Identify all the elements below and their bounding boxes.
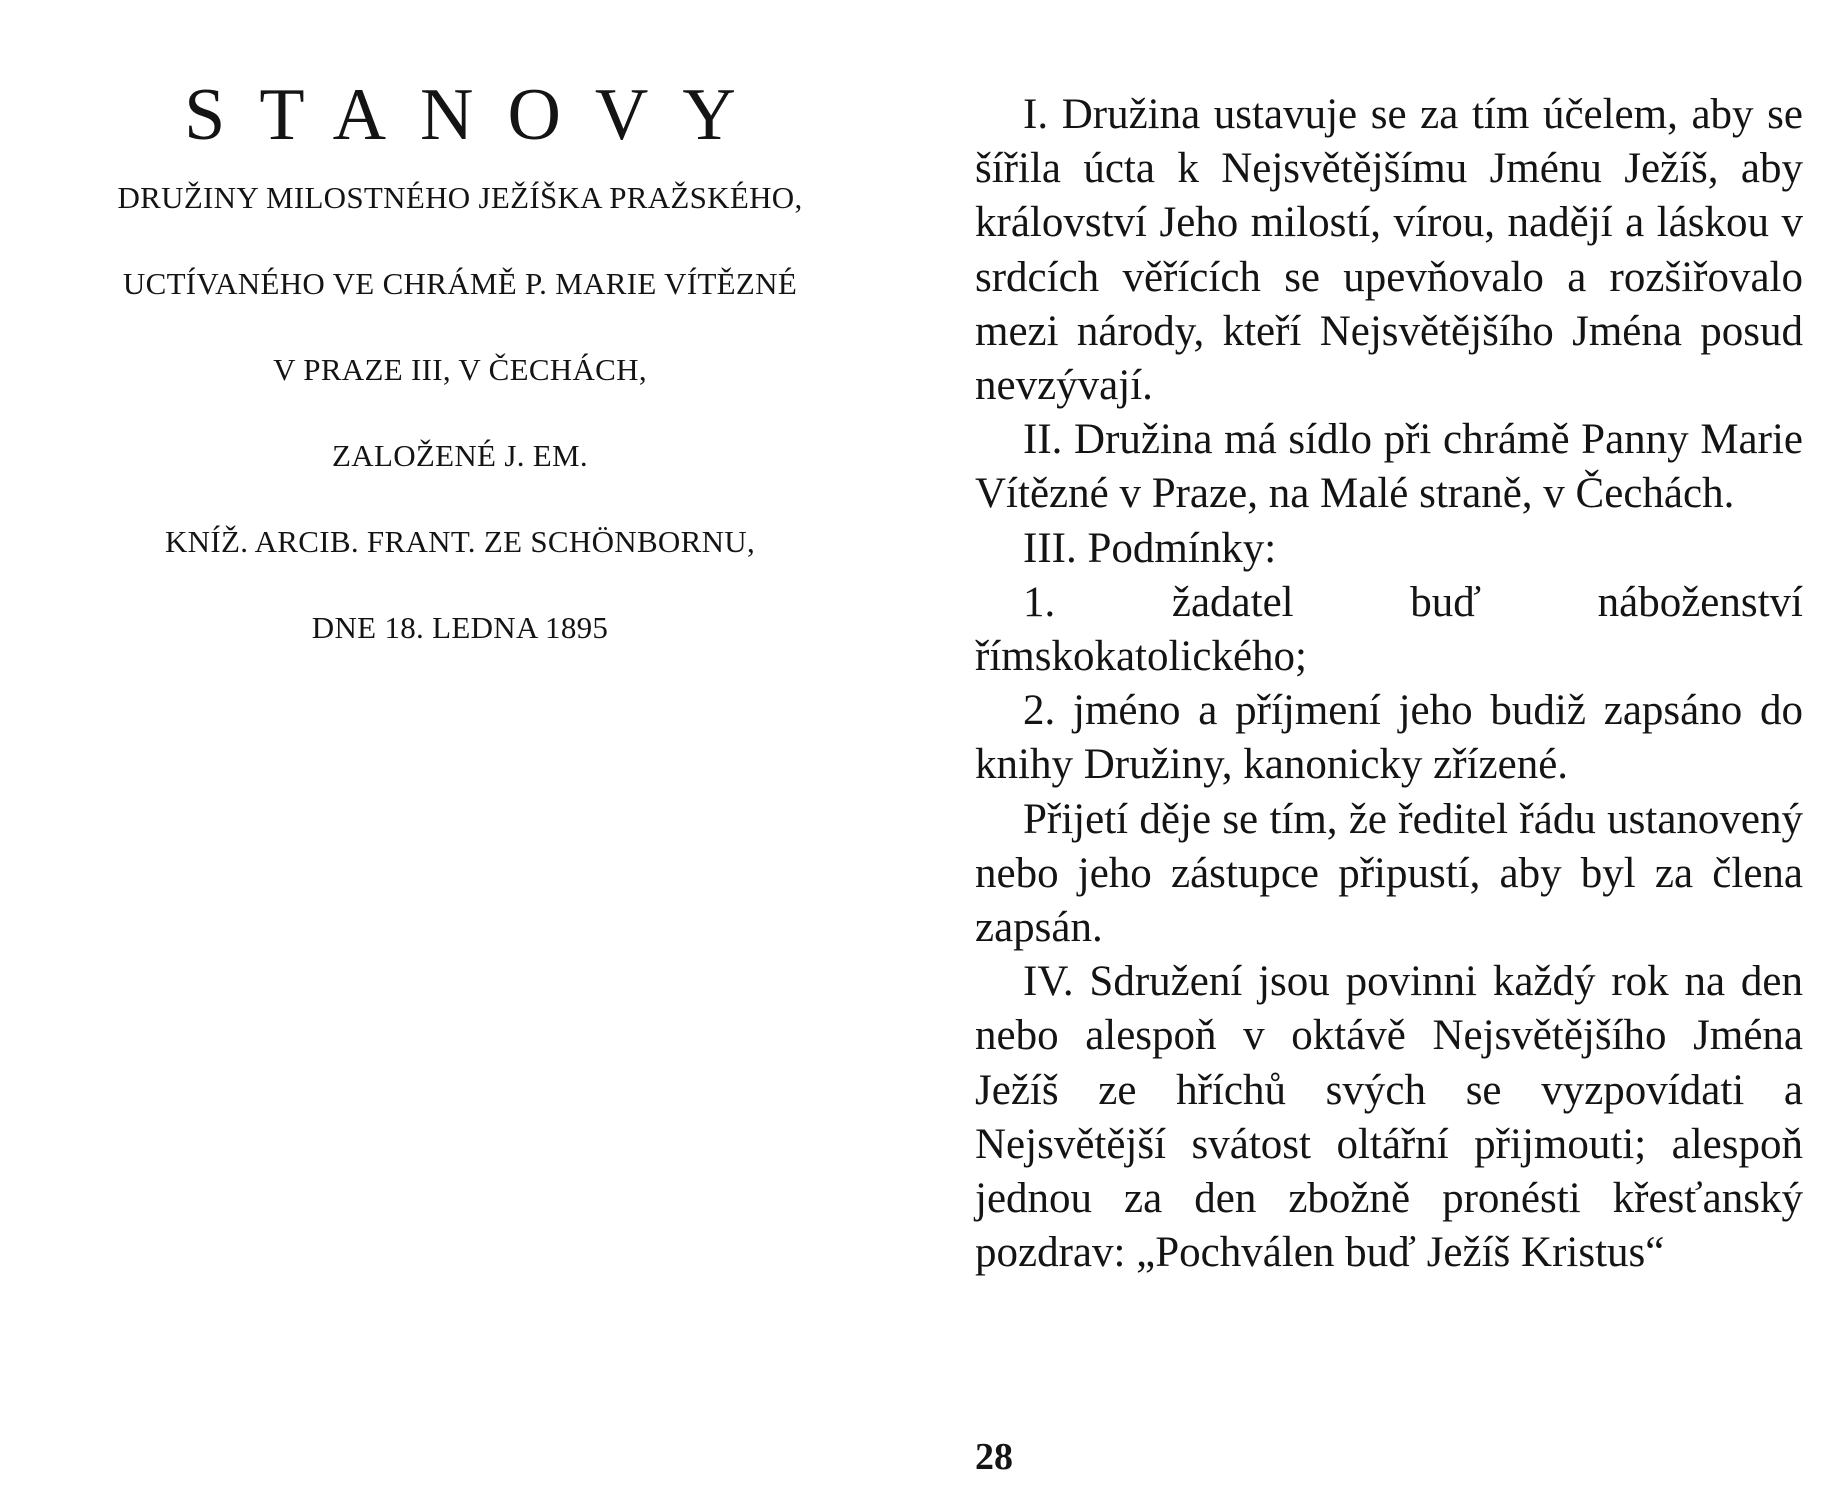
- paragraph-article-4: IV. Sdružení jsou povinni každý rok na den nebo alespoň v oktávě Nejsvětějšího Jména Ježíš ze hříchů svých se vyzpovídati a Nejsvětější svátost oltářní přijmouti; alespoň jednou za den zbožně pronésti křesťanský pozdrav: „Pochválen buď Ježíš Kristus“: [975, 958, 1803, 1277]
- paragraph-condition-1: 1. žadatel buď náboženství římskokatolického;: [975, 578, 1803, 681]
- title-subtitle: [40, 180, 880, 696]
- page-number: 28: [975, 1436, 1013, 1478]
- left-page-title-block: [40, 70, 880, 696]
- subtitle-line: UCTÍVANÉHO VE CHRÁMĚ P. MARIE VÍTĚZNÉ: [122, 266, 798, 301]
- subtitle-line: DRUŽINY MILOSTNÉHO JEŽÍŠKA PRAŽSKÉHO,: [117, 180, 803, 215]
- paragraph-article-2: II. Družina má sídlo při chrámě Panny Marie Vítězné v Praze, na Malé straně, v Čechách.: [975, 416, 1803, 518]
- subtitle-line: V PRAZE III, V ČECHÁCH,: [273, 352, 647, 387]
- document-title: STANOVY: [184, 74, 770, 156]
- paragraph-admission: Přijetí děje se tím, že ředitel řádu ustanovený nebo jeho zástupce připustí, aby byl za člena zapsán.: [975, 795, 1803, 952]
- paragraph-condition-2: 2. jméno a příjmení jeho budiž zapsáno do knihy Družiny, kanonicky zřízené.: [975, 687, 1803, 789]
- right-page-body: [975, 88, 1803, 1280]
- subtitle-line: KNÍŽ. ARCIB. FRANT. ZE SCHÖNBORNU,: [164, 524, 756, 559]
- paragraph-article-3-heading: III. Podmínky:: [1023, 524, 1277, 572]
- subtitle-line: ZALOŽENÉ J. EM.: [332, 438, 588, 473]
- paragraph-article-1: I. Družina ustavuje se za tím účelem, aby se šířila úcta k Nejsvětějšímu Jménu Ježíš, aby království Jeho milostí, vírou, nadějí a láskou v srdcích věřících se upevňovalo a rozšiřovalo mezi národy, kteří Nejsvětějšího Jména posud nevzývají.: [975, 91, 1803, 410]
- subtitle-line-date: DNE 18. LEDNA 1895: [311, 610, 609, 645]
